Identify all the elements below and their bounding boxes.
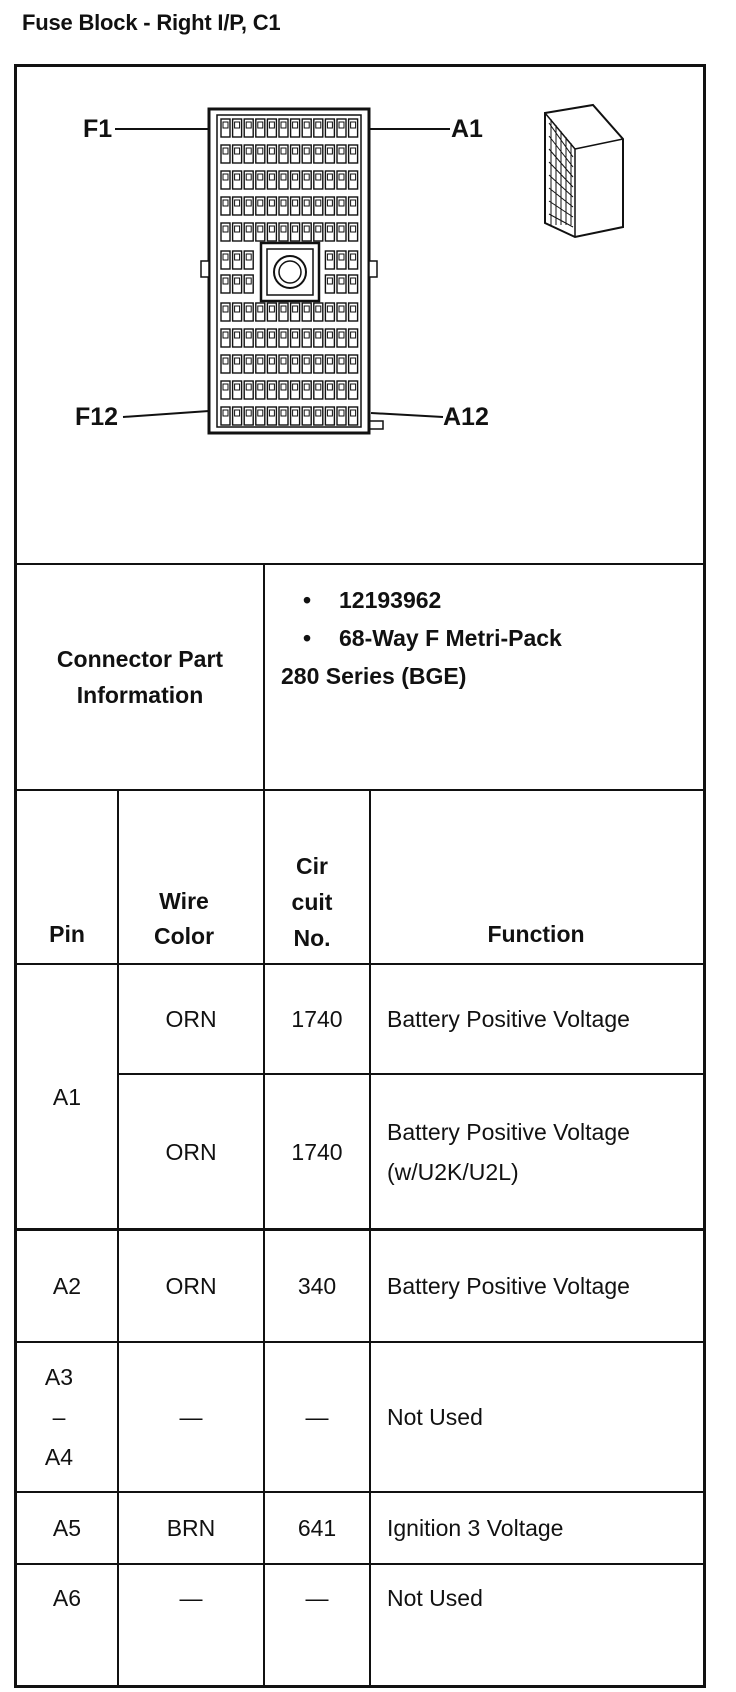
pin-cell: A6	[52, 1585, 82, 1611]
function-cell: Not Used	[387, 1585, 483, 1611]
callout-a12: A12	[443, 403, 489, 431]
wire-color-cell: ORN	[165, 1006, 217, 1032]
connector-face-diagram	[17, 67, 703, 563]
wire-color-cell: ORN	[165, 1138, 217, 1165]
part-info-section	[17, 565, 703, 791]
circuit-cell: —	[305, 1585, 329, 1611]
table-row-a5	[17, 1493, 703, 1565]
function-cell: Ignition 3 Voltage	[387, 1515, 564, 1541]
table-header-row	[17, 791, 703, 965]
connector-perspective-icon	[545, 105, 623, 237]
pin-cell: A5	[52, 1515, 82, 1541]
function-cell: Not Used	[387, 1404, 483, 1430]
page-title: Fuse Block - Right I/P, C1	[22, 10, 281, 35]
wire-color-cell: ORN	[165, 1273, 217, 1299]
callout-a1: A1	[451, 115, 483, 143]
function-cell: Battery Positive Voltage	[387, 1006, 630, 1032]
wire-color-cell: —	[179, 1585, 203, 1611]
table-row-a2	[17, 1231, 703, 1343]
callout-f12: F12	[75, 403, 119, 431]
part-info-label: Connector Part Information	[56, 646, 224, 708]
circuit-cell: —	[305, 1404, 329, 1430]
connector-type-bullet: • 68-Way F Metri-Pack	[303, 625, 562, 651]
pin-cell: A2	[52, 1273, 82, 1299]
header-pin: Pin	[49, 921, 85, 947]
wire-color-cell: —	[179, 1404, 203, 1430]
circuit-cell: 340	[297, 1273, 337, 1299]
part-number: 12193962	[339, 587, 442, 613]
circuit-cell: 641	[297, 1515, 337, 1541]
function-cell: Battery Positive Voltage (w/U2K/U2L)	[387, 1118, 630, 1185]
table-row-a3-a4	[17, 1343, 703, 1493]
connector-diagram-section	[17, 67, 703, 565]
part-number-bullet: • 12193962	[303, 587, 442, 613]
circuit-cell: 1740	[291, 1138, 343, 1165]
part-info-details	[281, 581, 562, 695]
header-circuit-no: Cir cuit No.	[291, 853, 333, 951]
callout-f1: F1	[83, 115, 113, 143]
connector-table	[14, 64, 706, 1688]
header-function: Function	[487, 921, 585, 947]
function-cell: Battery Positive Voltage	[387, 1273, 630, 1299]
header-wire-color: Wire Color	[153, 888, 215, 949]
connector-type: 68-Way F Metri-Pack	[339, 625, 562, 651]
wire-color-cell: BRN	[166, 1515, 216, 1541]
pin-cell: A3 –A4	[44, 1364, 74, 1470]
table-row-a1	[17, 965, 703, 1231]
pin-cell: A1	[52, 1083, 82, 1110]
table-row-a6	[17, 1565, 703, 1685]
pinout-table	[17, 791, 703, 1685]
connector-series: 280 Series (BGE)	[281, 663, 467, 689]
circuit-cell: 1740	[291, 1006, 343, 1032]
